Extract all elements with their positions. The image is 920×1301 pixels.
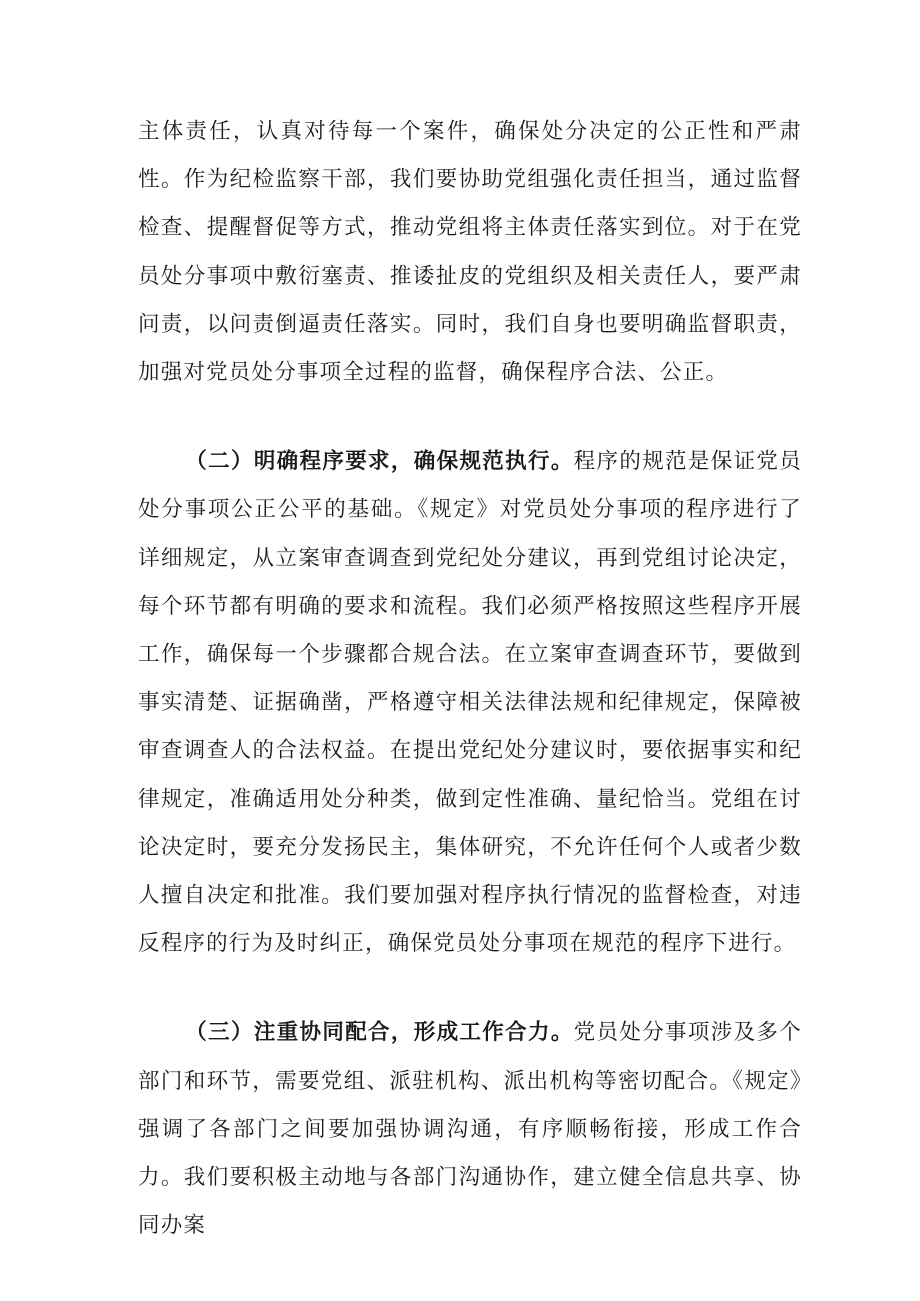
paragraph-text: 程序的规范是保证党员处分事项公正公平的基础。《规定》对党员处分事项的程序进行了详细规定，从立案审查调查到党纪处分建议，再到党组讨论决定，每个环节都有明确的要求和流程。我们必须严格按照这些程序开展工作，确保每一个步骤都合规合法。在立案审查调查环节，要做到事实清楚、证据确凿，严格遵守相关法律法规和纪律规定，保障被审查调查人的合法权益。在提出党纪处分建议时，要依据事实和纪律规定，准确适用处分种类，做到定性准确、量纪恰当。党组在讨论决定时，要充分发扬民主，集体研究，不允许任何个人或者少数人擅自决定和批准。我们要加强对程序执行情况的监督检查，对违反程序的行为及时纠正，确保党员处分事项在规范的程序下进行。 [138, 449, 802, 957]
paragraph-continuation [138, 108, 802, 397]
paragraph-section-two [138, 438, 802, 968]
paragraph-section-three [138, 1009, 802, 1250]
section-heading: （三）注重协同配合，形成工作合力。 [185, 1020, 574, 1046]
paragraph-text: 主体责任，认真对待每一个案件，确保处分决定的公正性和严肃性。作为纪检监察干部，我们要协助党组强化责任担当，通过监督检查、提醒督促等方式，推动党组将主体责任落实到位。对于在党员处分事项中敷衍塞责、推诿扯皮的党组织及相关责任人，要严肃问责，以问责倒逼责任落实。同时，我们自身也要明确监督职责，加强对党员处分事项全过程的监督，确保程序合法、公正。 [138, 119, 802, 386]
paragraph-text: 党员处分事项涉及多个部门和环节，需要党组、派驻机构、派出机构等密切配合。《规定》强调了各部门之间要加强协调沟通，有序顺畅衔接，形成工作合力。我们要积极主动地与各部门沟通协作，建立健全信息共享、协同办案 [138, 1020, 802, 1239]
section-heading: （二）明确程序要求，确保规范执行。 [185, 449, 574, 475]
